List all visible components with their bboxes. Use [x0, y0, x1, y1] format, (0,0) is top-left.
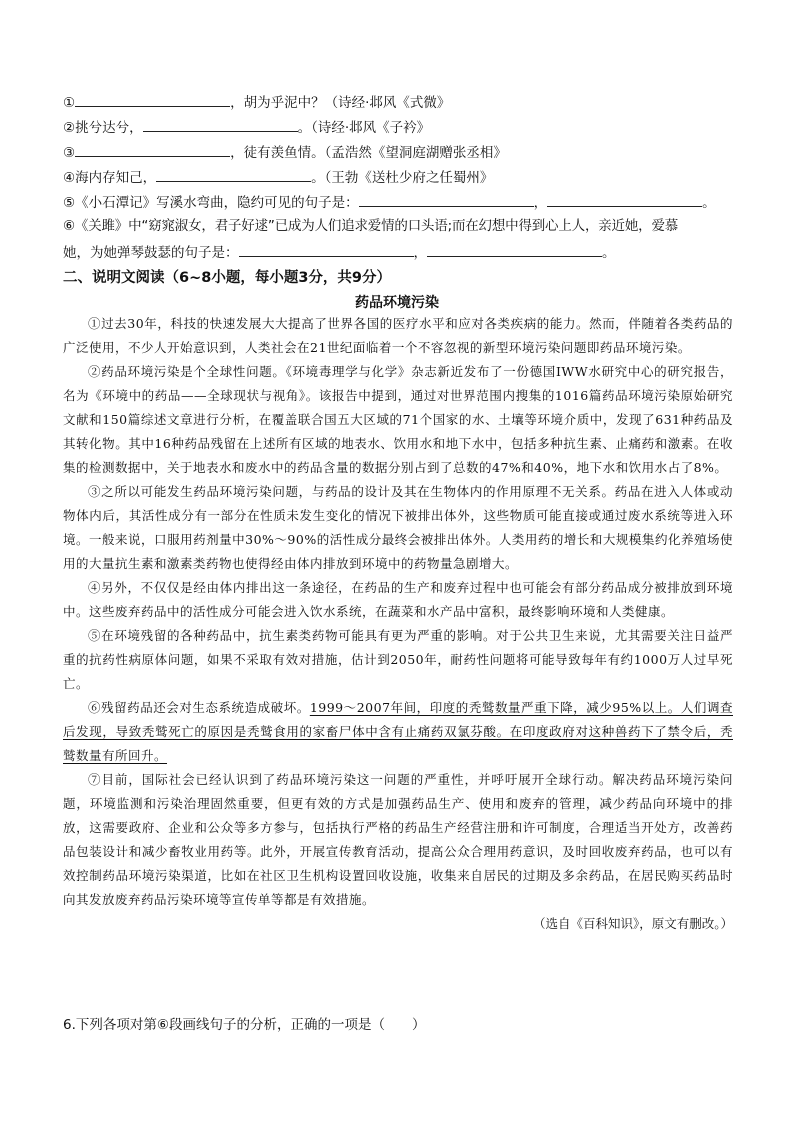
item-text: ，胡为乎泥中？（诗经·邶风《式微》 [230, 95, 451, 111]
article-body [63, 312, 733, 936]
fill-in-3 [63, 142, 507, 162]
question-6: 6.下列各项对第⑥段画线句子的分析，正确的一项是（ ） [63, 1017, 426, 1033]
paragraph-3: ③之所以可能发生药品环境污染问题，与药品的设计及其在生物体内的作用原理不无关系。药品在进入人体或动物体内后，其活性成分有一部分在性质未发生变化的情况下被排出体外，这些物质可能直接或通过废水系统等进入环境。一般来说，口服用药剂量中30%～90%的活性成分最终会被排出体外。人类用药的增长和大规模集约化养殖场使用的大量抗生素和激素类药物也使得经由体内排放到环境中的药物量急剧增大。 [63, 484, 733, 571]
answer-blank[interactable] [239, 242, 414, 257]
article-title: 药品环境污染 [355, 295, 439, 311]
item-text: 挑兮达兮， [75, 120, 143, 136]
paragraph-6 [63, 696, 733, 768]
item-text: ， [413, 245, 427, 261]
item-text: 。 [702, 195, 716, 211]
answer-blank[interactable] [75, 142, 230, 157]
item-text: 《小石潭记》写溪水弯曲，隐约可见的句子是： [75, 195, 359, 211]
fill-in-4 [63, 167, 493, 187]
paragraph-5: ⑤在环境残留的各种药品中，抗生素类药物可能具有更为严重的影响。对于公共卫生来说，尤其需要关注日益严重的抗药性病原体问题，如果不采取有效对措施，估计到2050年，耐药性问题将可能导致每年有约1000万人过早死亡。 [63, 628, 733, 691]
item-text: 海内存知己， [75, 170, 157, 186]
answer-blank[interactable] [156, 167, 311, 182]
fill-in-6-line1 [63, 217, 678, 235]
item-number: ① [63, 95, 76, 111]
answer-blank[interactable] [75, 92, 230, 107]
paragraph-4: ④另外，不仅仅是经由体内排出这一条途径，在药品的生产和废弃过程中也可能会有部分药品成分被排放到环境中。这些废弃药品中的活性成分可能会进入饮水系统，在蔬菜和水产品中富积，最终影响环境和人类健康。 [63, 580, 733, 619]
item-number: ③ [63, 145, 76, 161]
answer-blank[interactable] [359, 192, 534, 207]
answer-blank[interactable] [427, 242, 602, 257]
paragraph-2: ②药品环境污染是个全球性问题。《环境毒理学与化学》杂志新近发布了一份德国IWW水研究中心的研究报告，名为《环境中的药品——全球现状与视角》。该报告中提到，通过对世界范围内搜集的1016篇药品环境污染原始研究文献和150篇综述文章进行分析，在覆盖联合国五大区域的71个国家的水、土壤等环境介质中，发现了631种药品及其转化物。其中16种药品残留在上述所有区域的地表水、饮用水和地下水中，包括多种抗生素、止痛药和激素。在收集的检测数据中，关于地表水和废水中的药品含量的数据分别占到了总数的47%和40%，地下水和饮用水占了8%。 [63, 364, 733, 475]
fill-in-6-line2 [63, 242, 616, 262]
item-number: ② [63, 120, 76, 136]
fill-in-1 [63, 92, 450, 112]
paragraph-7: ⑦目前，国际社会已经认识到了药品环境污染这一问题的严重性，并呼吁展开全球行动。解决药品环境污染问题，环境监测和污染治理固然重要，但更有效的方式是加强药品生产、使用和废弃的管理，减少药品向环境中的排放，这需要政府、企业和公众等多方参与，包括执行严格的药品生产经营注册和许可制度，合理适当开处方，改善药品包装设计和减少畜牧业用药等。此外，开展宣传教育活动，提高公众合理用药意识，及时回收废弃药品，也可以有效控制药品环境污染渠道，比如在社区卫生机构设置回收设施，收集来自居民的过期及多余药品，在居民购买药品时向其发放废弃药品污染环境等宣传单等都是有效措施。 [63, 772, 733, 907]
answer-blank[interactable] [143, 117, 298, 132]
item-text: 。（王勃《送杜少府之任蜀州》 [311, 170, 494, 186]
item-number: ⑤ [63, 195, 76, 211]
paragraph-6-lead: ⑥残留药品还会对生态系统造成破坏。 [88, 700, 310, 715]
item-text: ， [533, 195, 548, 211]
item-number: ⑥ [63, 218, 75, 234]
item-text: 。（诗经·邶风《子衿》 [297, 120, 431, 136]
item-text: 她，为她弹琴鼓瑟的句子是： [63, 245, 239, 261]
section-title: 二、说明文阅读（6~8小题，每小题3分，共9分） [63, 270, 392, 286]
paragraph-1: ①过去30年，科技的快速发展大大提高了世界各国的医疗水平和应对各类疾病的能力。然而，伴随着各类药品的广泛使用，不少人开始意识到，人类社会在21世纪面临着一个不容忽视的新型环境污染问题即药品环境污染。 [63, 316, 733, 355]
item-number: ④ [63, 170, 76, 186]
answer-blank[interactable] [547, 192, 702, 207]
item-text: 。 [602, 245, 616, 261]
item-text: ，徒有羡鱼情。（孟浩然《望洞庭湖赠张丞相》 [230, 145, 507, 161]
source-citation: （选自《百科知识》，原文有删改。） [532, 916, 733, 931]
item-text: 《关雎》中“窈窕淑女，君子好逑”已成为人们追求爱情的口头语;而在幻想中得到心上人，亲近她，爱慕 [74, 218, 679, 234]
fill-in-5 [63, 192, 716, 212]
fill-in-2 [63, 117, 430, 137]
underlined-sentence: 1999～2007年间，印度的秃鹫数量严重下降，减少95%以上。人们调查后发现，导致秃鹫死亡的原因是秃鹫食用的家畜尸体中含有止痛药双氯芬酸。在印度政府对这种兽药下了禁令后，秃鹫数量有所回升。 [63, 700, 733, 763]
